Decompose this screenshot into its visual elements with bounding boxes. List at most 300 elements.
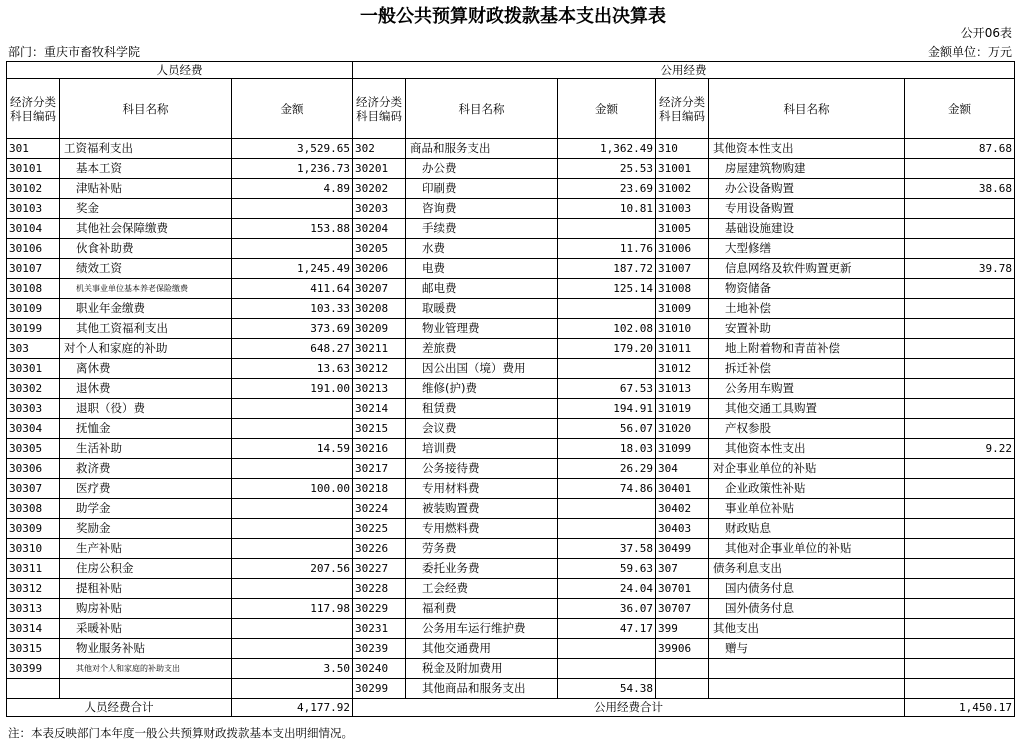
amount-cell: 23.69 xyxy=(558,179,656,199)
name-cell: 其他对个人和家庭的补助支出 xyxy=(60,659,232,679)
amount-cell xyxy=(558,659,656,679)
name-cell: 其他商品和服务支出 xyxy=(406,679,558,699)
name-cell: 津贴补贴 xyxy=(60,179,232,199)
name-cell: 对个人和家庭的补助 xyxy=(60,339,232,359)
amount-cell xyxy=(905,579,1015,599)
code-cell: 31002 xyxy=(656,179,709,199)
personnel-total-value: 4,177.92 xyxy=(232,699,353,717)
amount-cell: 3,529.65 xyxy=(232,139,353,159)
name-cell: 专用材料费 xyxy=(406,479,558,499)
code-cell: 30104 xyxy=(7,219,60,239)
name-cell: 差旅费 xyxy=(406,339,558,359)
name-cell: 国内债务付息 xyxy=(709,579,905,599)
name-cell: 退职（役）费 xyxy=(60,399,232,419)
table-row xyxy=(7,439,1015,459)
name-cell: 住房公积金 xyxy=(60,559,232,579)
name-cell: 绩效工资 xyxy=(60,259,232,279)
code-cell: 30499 xyxy=(656,539,709,559)
name-cell: 手续费 xyxy=(406,219,558,239)
code-cell: 30228 xyxy=(353,579,406,599)
code-cell xyxy=(656,659,709,679)
code-cell: 30305 xyxy=(7,439,60,459)
name-cell: 印刷费 xyxy=(406,179,558,199)
name-cell: 生活补助 xyxy=(60,439,232,459)
name-cell: 其他社会保障缴费 xyxy=(60,219,232,239)
code-cell: 30212 xyxy=(353,359,406,379)
name-cell: 其他工资福利支出 xyxy=(60,319,232,339)
name-cell: 邮电费 xyxy=(406,279,558,299)
amount-cell xyxy=(232,519,353,539)
footnote: 注：本表反映部门本年度一般公共预算财政拨款基本支出明细情况。 xyxy=(8,726,353,740)
amount-cell: 37.58 xyxy=(558,539,656,559)
table-row xyxy=(7,279,1015,299)
name-cell: 生产补贴 xyxy=(60,539,232,559)
code-cell: 30707 xyxy=(656,599,709,619)
name-cell: 会议费 xyxy=(406,419,558,439)
amount-cell xyxy=(905,659,1015,679)
code-cell: 30226 xyxy=(353,539,406,559)
name-cell: 土地补偿 xyxy=(709,299,905,319)
name-cell: 安置补助 xyxy=(709,319,905,339)
name-cell: 大型修缮 xyxy=(709,239,905,259)
amount-cell: 1,245.49 xyxy=(232,259,353,279)
code-cell: 30399 xyxy=(7,659,60,679)
amount-cell: 9.22 xyxy=(905,439,1015,459)
name-cell: 基础设施建设 xyxy=(709,219,905,239)
name-cell: 其他资本性支出 xyxy=(709,139,905,159)
code-cell: 30310 xyxy=(7,539,60,559)
table-row xyxy=(7,259,1015,279)
amount-cell: 179.20 xyxy=(558,339,656,359)
code-cell: 30239 xyxy=(353,639,406,659)
amount-cell xyxy=(232,419,353,439)
amount-cell xyxy=(905,379,1015,399)
amount-cell: 47.17 xyxy=(558,619,656,639)
code-cell: 30217 xyxy=(353,459,406,479)
name-cell: 工资福利支出 xyxy=(60,139,232,159)
code-cell: 30218 xyxy=(353,479,406,499)
name-cell: 助学金 xyxy=(60,499,232,519)
name-cell: 退休费 xyxy=(60,379,232,399)
table-row xyxy=(7,299,1015,319)
amount-cell xyxy=(232,199,353,219)
amount-cell: 11.76 xyxy=(558,239,656,259)
code-cell: 30312 xyxy=(7,579,60,599)
col-name-header: 科目名称 xyxy=(709,79,905,139)
name-cell: 地上附着物和青苗补偿 xyxy=(709,339,905,359)
name-cell: 工会经费 xyxy=(406,579,558,599)
form-number: 公开06表 xyxy=(960,26,1012,40)
code-cell: 39906 xyxy=(656,639,709,659)
code-cell: 30199 xyxy=(7,319,60,339)
name-cell: 赠与 xyxy=(709,639,905,659)
name-cell: 委托业务费 xyxy=(406,559,558,579)
amount-cell xyxy=(905,319,1015,339)
amount-cell: 18.03 xyxy=(558,439,656,459)
table-row xyxy=(7,559,1015,579)
code-cell: 30231 xyxy=(353,619,406,639)
code-cell: 30309 xyxy=(7,519,60,539)
code-cell: 31008 xyxy=(656,279,709,299)
code-cell: 31010 xyxy=(656,319,709,339)
name-cell: 专用设备购置 xyxy=(709,199,905,219)
name-cell: 奖金 xyxy=(60,199,232,219)
code-cell: 30240 xyxy=(353,659,406,679)
name-cell: 其他对企事业单位的补贴 xyxy=(709,539,905,559)
amount-cell xyxy=(905,299,1015,319)
code-cell: 30202 xyxy=(353,179,406,199)
name-cell: 电费 xyxy=(406,259,558,279)
name-cell: 医疗费 xyxy=(60,479,232,499)
section-public: 公用经费 xyxy=(353,62,1015,79)
amount-cell xyxy=(558,219,656,239)
code-cell: 30206 xyxy=(353,259,406,279)
department-label: 部门：重庆市畜牧科学院 xyxy=(8,45,141,59)
name-cell xyxy=(709,659,905,679)
name-cell: 公务用车购置 xyxy=(709,379,905,399)
name-cell xyxy=(60,679,232,699)
code-cell: 30208 xyxy=(353,299,406,319)
amount-cell xyxy=(905,239,1015,259)
public-total-label: 公用经费合计 xyxy=(353,699,905,717)
code-cell: 31099 xyxy=(656,439,709,459)
col-code-header: 经济分类科目编码 xyxy=(656,79,709,139)
code-cell xyxy=(656,679,709,699)
code-cell: 31019 xyxy=(656,399,709,419)
name-cell: 劳务费 xyxy=(406,539,558,559)
amount-cell xyxy=(905,219,1015,239)
amount-cell: 59.63 xyxy=(558,559,656,579)
code-cell: 30401 xyxy=(656,479,709,499)
name-cell: 国外债务付息 xyxy=(709,599,905,619)
page-title: 一般公共预算财政拨款基本支出决算表 xyxy=(360,6,666,27)
amount-cell: 411.64 xyxy=(232,279,353,299)
amount-cell xyxy=(905,199,1015,219)
table-row xyxy=(7,679,1015,699)
name-cell: 债务利息支出 xyxy=(709,559,905,579)
table-row xyxy=(7,619,1015,639)
table-row xyxy=(7,139,1015,159)
code-cell: 30299 xyxy=(353,679,406,699)
name-cell: 公务用车运行维护费 xyxy=(406,619,558,639)
amount-cell xyxy=(905,679,1015,699)
name-cell: 购房补贴 xyxy=(60,599,232,619)
name-cell: 职业年金缴费 xyxy=(60,299,232,319)
table-row xyxy=(7,479,1015,499)
table-row xyxy=(7,399,1015,419)
table-row xyxy=(7,239,1015,259)
amount-cell xyxy=(558,359,656,379)
name-cell: 机关事业单位基本养老保险缴费 xyxy=(60,279,232,299)
amount-cell: 187.72 xyxy=(558,259,656,279)
code-cell: 30301 xyxy=(7,359,60,379)
amount-cell xyxy=(905,339,1015,359)
code-cell: 31003 xyxy=(656,199,709,219)
code-cell: 30307 xyxy=(7,479,60,499)
name-cell: 物资储备 xyxy=(709,279,905,299)
table-row xyxy=(7,179,1015,199)
name-cell: 因公出国（境）费用 xyxy=(406,359,558,379)
table-row xyxy=(7,339,1015,359)
unit-label: 金额单位：万元 xyxy=(927,45,1012,59)
amount-cell xyxy=(558,299,656,319)
code-cell: 30302 xyxy=(7,379,60,399)
name-cell: 专用燃料费 xyxy=(406,519,558,539)
name-cell: 税金及附加费用 xyxy=(406,659,558,679)
name-cell: 对企事业单位的补贴 xyxy=(709,459,905,479)
code-cell: 304 xyxy=(656,459,709,479)
table-row xyxy=(7,579,1015,599)
name-cell: 商品和服务支出 xyxy=(406,139,558,159)
amount-cell: 648.27 xyxy=(232,339,353,359)
amount-cell: 100.00 xyxy=(232,479,353,499)
amount-cell xyxy=(905,399,1015,419)
amount-cell: 67.53 xyxy=(558,379,656,399)
code-cell: 30108 xyxy=(7,279,60,299)
amount-cell: 1,236.73 xyxy=(232,159,353,179)
amount-cell xyxy=(232,579,353,599)
name-cell: 其他交通费用 xyxy=(406,639,558,659)
code-cell: 30201 xyxy=(353,159,406,179)
code-cell: 303 xyxy=(7,339,60,359)
name-cell: 基本工资 xyxy=(60,159,232,179)
name-cell: 救济费 xyxy=(60,459,232,479)
code-cell: 30311 xyxy=(7,559,60,579)
name-cell: 物业管理费 xyxy=(406,319,558,339)
code-cell: 30214 xyxy=(353,399,406,419)
amount-cell: 56.07 xyxy=(558,419,656,439)
table-row xyxy=(7,419,1015,439)
code-cell: 30207 xyxy=(353,279,406,299)
table-row xyxy=(7,459,1015,479)
amount-cell xyxy=(905,559,1015,579)
amount-cell xyxy=(905,459,1015,479)
code-cell: 30403 xyxy=(656,519,709,539)
amount-cell xyxy=(232,399,353,419)
expenditure-table xyxy=(6,61,1015,717)
table-row xyxy=(7,659,1015,679)
amount-cell: 25.53 xyxy=(558,159,656,179)
code-cell: 30304 xyxy=(7,419,60,439)
amount-cell xyxy=(905,639,1015,659)
amount-cell xyxy=(558,519,656,539)
code-cell: 302 xyxy=(353,139,406,159)
name-cell: 租赁费 xyxy=(406,399,558,419)
code-cell: 30107 xyxy=(7,259,60,279)
amount-cell: 117.98 xyxy=(232,599,353,619)
amount-cell xyxy=(905,479,1015,499)
name-cell: 维修(护)费 xyxy=(406,379,558,399)
table-row xyxy=(7,519,1015,539)
name-cell: 办公设备购置 xyxy=(709,179,905,199)
code-cell: 30106 xyxy=(7,239,60,259)
name-cell: 公务接待费 xyxy=(406,459,558,479)
name-cell: 产权参股 xyxy=(709,419,905,439)
amount-cell xyxy=(905,279,1015,299)
code-cell: 30204 xyxy=(353,219,406,239)
name-cell: 房屋建筑物购建 xyxy=(709,159,905,179)
amount-cell: 54.38 xyxy=(558,679,656,699)
table-row xyxy=(7,359,1015,379)
name-cell: 办公费 xyxy=(406,159,558,179)
amount-cell xyxy=(232,619,353,639)
amount-cell: 14.59 xyxy=(232,439,353,459)
amount-cell xyxy=(905,599,1015,619)
name-cell: 离休费 xyxy=(60,359,232,379)
code-cell: 31012 xyxy=(656,359,709,379)
name-cell xyxy=(709,679,905,699)
code-cell: 30227 xyxy=(353,559,406,579)
table-row xyxy=(7,539,1015,559)
totals-row xyxy=(7,699,1015,717)
section-personnel: 人员经费 xyxy=(7,62,353,79)
name-cell: 抚恤金 xyxy=(60,419,232,439)
amount-cell xyxy=(905,519,1015,539)
amount-cell xyxy=(232,639,353,659)
code-cell: 30205 xyxy=(353,239,406,259)
code-cell: 30313 xyxy=(7,599,60,619)
table-row xyxy=(7,159,1015,179)
code-cell: 399 xyxy=(656,619,709,639)
amount-cell: 125.14 xyxy=(558,279,656,299)
code-cell: 310 xyxy=(656,139,709,159)
code-cell: 31011 xyxy=(656,339,709,359)
col-amount-header: 金额 xyxy=(232,79,353,139)
name-cell: 信息网络及软件购置更新 xyxy=(709,259,905,279)
name-cell: 伙食补助费 xyxy=(60,239,232,259)
name-cell: 财政贴息 xyxy=(709,519,905,539)
col-name-header: 科目名称 xyxy=(60,79,232,139)
amount-cell: 103.33 xyxy=(232,299,353,319)
table-row xyxy=(7,599,1015,619)
code-cell: 31009 xyxy=(656,299,709,319)
amount-cell: 194.91 xyxy=(558,399,656,419)
amount-cell: 1,362.49 xyxy=(558,139,656,159)
amount-cell: 36.07 xyxy=(558,599,656,619)
code-cell: 30701 xyxy=(656,579,709,599)
table-row xyxy=(7,379,1015,399)
name-cell: 取暖费 xyxy=(406,299,558,319)
amount-cell xyxy=(232,679,353,699)
code-cell: 30225 xyxy=(353,519,406,539)
code-cell: 301 xyxy=(7,139,60,159)
amount-cell: 3.50 xyxy=(232,659,353,679)
amount-cell: 26.29 xyxy=(558,459,656,479)
name-cell: 提租补贴 xyxy=(60,579,232,599)
col-amount-header: 金额 xyxy=(905,79,1015,139)
amount-cell: 38.68 xyxy=(905,179,1015,199)
amount-cell xyxy=(232,539,353,559)
code-cell: 30213 xyxy=(353,379,406,399)
code-cell: 307 xyxy=(656,559,709,579)
name-cell: 企业政策性补贴 xyxy=(709,479,905,499)
name-cell: 其他交通工具购置 xyxy=(709,399,905,419)
code-cell: 31005 xyxy=(656,219,709,239)
amount-cell: 4.89 xyxy=(232,179,353,199)
amount-cell: 207.56 xyxy=(232,559,353,579)
col-amount-header: 金额 xyxy=(558,79,656,139)
table-row xyxy=(7,199,1015,219)
code-cell: 31013 xyxy=(656,379,709,399)
table-row xyxy=(7,499,1015,519)
amount-cell: 373.69 xyxy=(232,319,353,339)
amount-cell xyxy=(558,639,656,659)
personnel-total-label: 人员经费合计 xyxy=(7,699,232,717)
code-cell: 30109 xyxy=(7,299,60,319)
code-cell: 30402 xyxy=(656,499,709,519)
amount-cell: 74.86 xyxy=(558,479,656,499)
amount-cell xyxy=(905,159,1015,179)
code-cell: 30229 xyxy=(353,599,406,619)
table-row xyxy=(7,319,1015,339)
name-cell: 奖励金 xyxy=(60,519,232,539)
amount-cell xyxy=(905,539,1015,559)
name-cell: 福利费 xyxy=(406,599,558,619)
code-cell: 30101 xyxy=(7,159,60,179)
code-cell: 31006 xyxy=(656,239,709,259)
code-cell: 30308 xyxy=(7,499,60,519)
amount-cell xyxy=(905,419,1015,439)
amount-cell xyxy=(558,499,656,519)
amount-cell xyxy=(232,459,353,479)
name-cell: 培训费 xyxy=(406,439,558,459)
col-code-header: 经济分类科目编码 xyxy=(353,79,406,139)
amount-cell: 153.88 xyxy=(232,219,353,239)
table-row xyxy=(7,639,1015,659)
amount-cell: 10.81 xyxy=(558,199,656,219)
table-row xyxy=(7,219,1015,239)
code-cell: 30303 xyxy=(7,399,60,419)
code-cell: 30102 xyxy=(7,179,60,199)
code-cell: 30209 xyxy=(353,319,406,339)
code-cell: 31007 xyxy=(656,259,709,279)
amount-cell xyxy=(905,619,1015,639)
col-name-header: 科目名称 xyxy=(406,79,558,139)
amount-cell: 87.68 xyxy=(905,139,1015,159)
name-cell: 物业服务补贴 xyxy=(60,639,232,659)
amount-cell xyxy=(232,499,353,519)
code-cell: 30203 xyxy=(353,199,406,219)
name-cell: 其他支出 xyxy=(709,619,905,639)
code-cell: 30314 xyxy=(7,619,60,639)
amount-cell: 24.04 xyxy=(558,579,656,599)
col-code-header: 经济分类科目编码 xyxy=(7,79,60,139)
name-cell: 水费 xyxy=(406,239,558,259)
amount-cell: 191.00 xyxy=(232,379,353,399)
code-cell: 30306 xyxy=(7,459,60,479)
name-cell: 咨询费 xyxy=(406,199,558,219)
amount-cell xyxy=(905,499,1015,519)
code-cell: 31001 xyxy=(656,159,709,179)
code-cell: 30224 xyxy=(353,499,406,519)
code-cell: 30315 xyxy=(7,639,60,659)
code-cell: 31020 xyxy=(656,419,709,439)
code-cell: 30215 xyxy=(353,419,406,439)
public-total-value: 1,450.17 xyxy=(905,699,1015,717)
code-cell xyxy=(7,679,60,699)
name-cell: 拆迁补偿 xyxy=(709,359,905,379)
code-cell: 30103 xyxy=(7,199,60,219)
name-cell: 事业单位补贴 xyxy=(709,499,905,519)
amount-cell xyxy=(232,239,353,259)
amount-cell: 13.63 xyxy=(232,359,353,379)
code-cell: 30216 xyxy=(353,439,406,459)
name-cell: 其他资本性支出 xyxy=(709,439,905,459)
amount-cell: 102.08 xyxy=(558,319,656,339)
amount-cell: 39.78 xyxy=(905,259,1015,279)
name-cell: 被装购置费 xyxy=(406,499,558,519)
amount-cell xyxy=(905,359,1015,379)
